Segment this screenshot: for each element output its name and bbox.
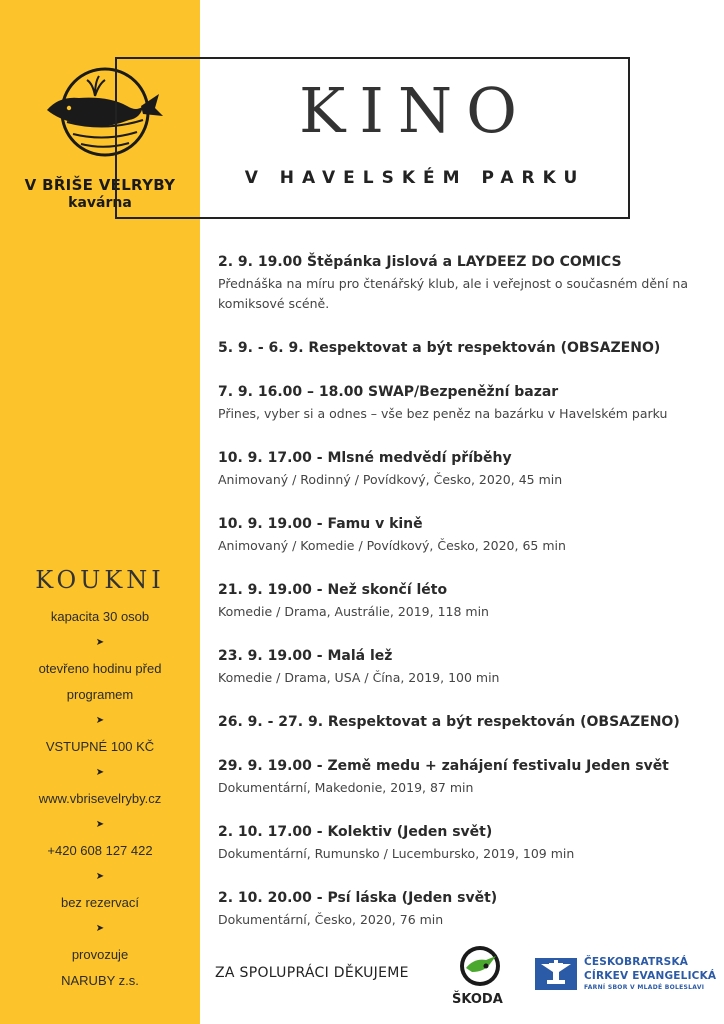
arrow-right-icon: ➤ <box>95 715 105 726</box>
cce-line-1: ČESKOBRATRSKÁ <box>584 956 689 968</box>
arrow-right-icon: ➤ <box>95 871 105 882</box>
event-item <box>218 580 713 622</box>
logo-subtitle: kavárna <box>68 195 132 211</box>
page-title: KINO <box>299 74 531 147</box>
cce-line-3: FARNÍ SBOR V MLADÉ BOLESLAVI <box>584 984 705 991</box>
event-description: Animovaný / Rodinný / Povídkový, Česko, 2020, 45 min <box>218 472 563 487</box>
info-website-link[interactable]: www.vbrisevelryby.cz <box>38 791 162 806</box>
event-title: 2. 10. 20.00 - Psí láska (Jeden svět) <box>218 890 498 906</box>
event-title: 21. 9. 19.00 - Než skončí léto <box>218 582 448 598</box>
event-item <box>218 252 713 314</box>
event-item <box>218 756 713 798</box>
event-description: Dokumentární, Česko, 2020, 76 min <box>218 912 444 927</box>
event-title: 2. 9. 19.00 Štěpánka Jislová a LAYDEEZ DO COMICS <box>218 254 622 270</box>
event-item <box>218 712 713 732</box>
event-item <box>218 822 713 864</box>
event-item <box>218 646 713 688</box>
event-description: Komedie / Drama, USA / Čína, 2019, 100 min <box>218 670 500 685</box>
event-item <box>218 888 713 930</box>
info-capacity: kapacita 30 osob <box>50 609 150 624</box>
info-opening: otevřeno hodinu před programem <box>38 661 162 702</box>
event-item <box>218 382 713 424</box>
cce-chalice-icon <box>535 958 577 990</box>
event-title: 10. 9. 19.00 - Famu v kině <box>218 516 423 532</box>
logo-name: V BŘIŠE VELRYBY <box>24 176 176 194</box>
info-admission: VSTUPNÉ 100 KČ <box>45 739 155 754</box>
arrow-right-icon: ➤ <box>95 819 105 830</box>
info-reservation: bez rezervací <box>60 895 140 910</box>
skoda-label: ŠKODA <box>452 992 503 1007</box>
event-title: 26. 9. - 27. 9. Respektovat a být respektován (OBSAZENO) <box>218 714 680 730</box>
event-list <box>218 252 713 954</box>
cce-logo-text <box>584 955 716 993</box>
event-item <box>218 448 713 490</box>
event-title: 2. 10. 17.00 - Kolektiv (Jeden svět) <box>218 824 493 840</box>
event-title: 23. 9. 19.00 - Malá lež <box>218 648 393 664</box>
event-description: Dokumentární, Rumunsko / Lucembursko, 2019, 109 min <box>218 846 575 861</box>
info-phone[interactable]: +420 608 127 422 <box>47 843 153 858</box>
thanks-text: ZA SPOLUPRÁCI DĚKUJEME <box>215 965 409 981</box>
info-heading: KOUKNI <box>35 566 165 594</box>
event-description: Komedie / Drama, Austrálie, 2019, 118 min <box>218 604 489 619</box>
event-title: 7. 9. 16.00 – 18.00 SWAP/Bezpeněžní bazar <box>218 384 559 400</box>
event-description: Přines, vyber si a odnes – vše bez peněz na bazárku v Havelském parku <box>218 406 668 421</box>
event-description: Animovaný / Komedie / Povídkový, Česko, 2020, 65 min <box>218 538 566 553</box>
arrow-right-icon: ➤ <box>95 637 105 648</box>
event-description: Přednáška na míru pro čtenářský klub, ale i veřejnost o současném dění na komiksové scéně. <box>218 276 688 311</box>
arrow-right-icon: ➤ <box>95 923 105 934</box>
event-item <box>218 338 713 358</box>
page-subtitle: V HAVELSKÉM PARKU <box>244 168 586 188</box>
info-panel <box>0 566 200 994</box>
event-title: 29. 9. 19.00 - Země medu + zahájení festivalu Jeden svět <box>218 758 669 774</box>
event-title: 5. 9. - 6. 9. Respektovat a být respektován (OBSAZENO) <box>218 340 661 356</box>
arrow-right-icon: ➤ <box>95 767 105 778</box>
info-operator: provozuje NARUBY z.s. <box>61 947 139 988</box>
event-description: Dokumentární, Makedonie, 2019, 87 min <box>218 780 474 795</box>
cce-line-2: CÍRKEV EVANGELICKÁ <box>584 970 717 982</box>
event-item <box>218 514 713 556</box>
event-title: 10. 9. 17.00 - Mlsné medvědí příběhy <box>218 450 512 466</box>
